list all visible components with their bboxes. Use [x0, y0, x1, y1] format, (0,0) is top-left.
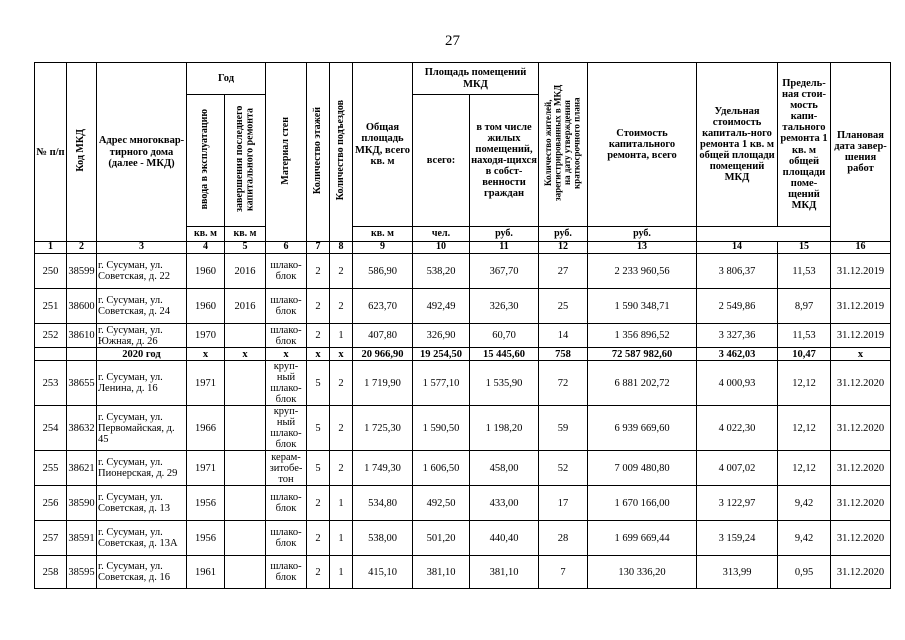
- commission-year-cell: 1961: [187, 556, 225, 589]
- planned-date-cell: 31.12.2019: [831, 289, 891, 324]
- total-area-cell: 538,00: [353, 521, 413, 556]
- table-row: [35, 486, 891, 521]
- area-all-cell: 1 590,50: [413, 406, 470, 451]
- unit-cost-cell: 3 806,37: [697, 254, 778, 289]
- last-repair-year-cell: [225, 324, 266, 348]
- commission-year-cell: 1971: [187, 451, 225, 486]
- empty-cell: [35, 348, 67, 361]
- column-number-cell: 6: [266, 242, 307, 254]
- repair-cost-cell: 1 356 896,52: [588, 324, 697, 348]
- last-repair-year-cell: [225, 486, 266, 521]
- area-all-cell: 501,20: [413, 521, 470, 556]
- address-cell: 2020 год: [97, 348, 187, 361]
- entrances-count-cell: 2: [330, 451, 353, 486]
- header-area-group: Площадь помещений МКД: [413, 63, 539, 95]
- residents-count-cell: 59: [539, 406, 588, 451]
- table-row: [35, 521, 891, 556]
- limit-cost-cell: 11,53: [778, 254, 831, 289]
- area-living-cell: 1 198,20: [470, 406, 539, 451]
- row-number-cell: 255: [35, 451, 67, 486]
- floors-count-cell: х: [307, 348, 330, 361]
- wall-material-cell: шлако-блок: [266, 254, 307, 289]
- header-residents: Количество жителей, зарегистрированных в МКД на дату утверждения краткосрочного плана: [539, 63, 588, 227]
- residents-count-cell: 72: [539, 361, 588, 406]
- column-number-cell: 14: [697, 242, 778, 254]
- limit-cost-cell: 12,12: [778, 361, 831, 406]
- limit-cost-cell: 9,42: [778, 486, 831, 521]
- floors-count-cell: 5: [307, 361, 330, 406]
- total-area-cell: 1 725,30: [353, 406, 413, 451]
- column-number-cell: 4: [187, 242, 225, 254]
- repair-plan-table: [34, 62, 891, 589]
- area-all-cell: 381,10: [413, 556, 470, 589]
- repair-cost-cell: 72 587 982,60: [588, 348, 697, 361]
- area-living-cell: 60,70: [470, 324, 539, 348]
- header-total-area: Общая площадь МКД, всего кв. м: [353, 63, 413, 227]
- commission-year-cell: 1971: [187, 361, 225, 406]
- column-number-cell: 9: [353, 242, 413, 254]
- wall-material-cell: х: [266, 348, 307, 361]
- header-commission-year: ввода в эксплуатацию: [187, 95, 225, 227]
- total-area-cell: 1 719,90: [353, 361, 413, 406]
- wall-material-cell: керам-зитобе-тон: [266, 451, 307, 486]
- wall-material-cell: шлако-блок: [266, 289, 307, 324]
- address-cell: г. Сусуман, ул. Пионерская, д. 29: [97, 451, 187, 486]
- commission-year-cell: 1960: [187, 254, 225, 289]
- column-number-cell: 10: [413, 242, 470, 254]
- last-repair-year-cell: 2016: [225, 289, 266, 324]
- commission-year-cell: 1956: [187, 521, 225, 556]
- area-living-cell: 367,70: [470, 254, 539, 289]
- repair-cost-cell: 130 336,20: [588, 556, 697, 589]
- floors-count-cell: 2: [307, 521, 330, 556]
- table-row: [35, 556, 891, 589]
- column-number-cell: 12: [539, 242, 588, 254]
- address-cell: г. Сусуман, ул. Советская, д. 22: [97, 254, 187, 289]
- limit-cost-cell: 10,47: [778, 348, 831, 361]
- commission-year-cell: 1966: [187, 406, 225, 451]
- repair-cost-cell: 1 590 348,71: [588, 289, 697, 324]
- wall-material-cell: шлако-блок: [266, 324, 307, 348]
- last-repair-year-cell: [225, 451, 266, 486]
- last-repair-year-cell: [225, 361, 266, 406]
- area-living-cell: 1 535,90: [470, 361, 539, 406]
- column-number-cell: 8: [330, 242, 353, 254]
- wall-material-cell: круп-ный шлако-блок: [266, 406, 307, 451]
- area-all-cell: 492,50: [413, 486, 470, 521]
- wall-material-cell: шлако-блок: [266, 521, 307, 556]
- row-number-cell: 258: [35, 556, 67, 589]
- repair-cost-cell: 2 233 960,56: [588, 254, 697, 289]
- repair-cost-cell: 1 670 166,00: [588, 486, 697, 521]
- column-number-cell: 7: [307, 242, 330, 254]
- unit-cost-cell: 3 122,97: [697, 486, 778, 521]
- area-living-cell: 433,00: [470, 486, 539, 521]
- unit-cost-cell: 4 000,93: [697, 361, 778, 406]
- limit-cost-cell: 11,53: [778, 324, 831, 348]
- area-all-cell: 538,20: [413, 254, 470, 289]
- unit-cell: руб.: [588, 227, 697, 242]
- table-row: [35, 324, 891, 348]
- column-number-cell: 3: [97, 242, 187, 254]
- commission-year-cell: х: [187, 348, 225, 361]
- residents-count-cell: 14: [539, 324, 588, 348]
- planned-date-cell: 31.12.2020: [831, 451, 891, 486]
- planned-date-cell: 31.12.2020: [831, 361, 891, 406]
- address-cell: г. Сусуман, ул. Советская, д. 24: [97, 289, 187, 324]
- unit-cost-cell: 3 462,03: [697, 348, 778, 361]
- table-row: [35, 289, 891, 324]
- repair-cost-cell: 7 009 480,80: [588, 451, 697, 486]
- total-area-cell: 534,80: [353, 486, 413, 521]
- unit-cost-cell: 3 159,24: [697, 521, 778, 556]
- header-area-all: всего:: [413, 95, 470, 227]
- address-cell: г. Сусуман, ул. Южная, д. 26: [97, 324, 187, 348]
- header-repair-cost: Стоимость капитального ремонта, всего: [588, 63, 697, 227]
- planned-date-cell: х: [831, 348, 891, 361]
- unit-cost-cell: 3 327,36: [697, 324, 778, 348]
- mkd-code-cell: 38632: [67, 406, 97, 451]
- floors-count-cell: 2: [307, 324, 330, 348]
- mkd-code-cell: 38599: [67, 254, 97, 289]
- residents-count-cell: 7: [539, 556, 588, 589]
- entrances-count-cell: 2: [330, 254, 353, 289]
- header-year-group: Год: [187, 63, 266, 95]
- repair-cost-cell: 1 699 669,44: [588, 521, 697, 556]
- table-row: [35, 451, 891, 486]
- total-area-cell: 1 749,30: [353, 451, 413, 486]
- column-numbers-row: [35, 242, 891, 254]
- last-repair-year-cell: [225, 556, 266, 589]
- entrances-count-cell: х: [330, 348, 353, 361]
- unit-cell: кв. м: [225, 227, 266, 242]
- entrances-count-cell: 1: [330, 486, 353, 521]
- total-area-cell: 415,10: [353, 556, 413, 589]
- header-unit-cost: Удельная стоимость капиталь-ного ремонта 1 кв. м общей площади помещений МКД: [697, 63, 778, 227]
- wall-material-cell: круп-ный шлако-блок: [266, 361, 307, 406]
- column-number-cell: 5: [225, 242, 266, 254]
- floors-count-cell: 2: [307, 486, 330, 521]
- mkd-code-cell: 38655: [67, 361, 97, 406]
- column-number-cell: 2: [67, 242, 97, 254]
- area-living-cell: 15 445,60: [470, 348, 539, 361]
- header-last-repair-year: завершения последнего капитального ремонта: [225, 95, 266, 227]
- entrances-count-cell: 1: [330, 324, 353, 348]
- mkd-code-cell: 38621: [67, 451, 97, 486]
- address-cell: г. Сусуман, ул. Советская, д. 13А: [97, 521, 187, 556]
- header-entrances: Количество подъездов: [330, 63, 353, 242]
- area-living-cell: 326,30: [470, 289, 539, 324]
- header-area-living: в том числе жилых помещений, находя-щихся в собст-венности граждан: [470, 95, 539, 227]
- floors-count-cell: 2: [307, 289, 330, 324]
- page-number: 27: [445, 33, 460, 49]
- wall-material-cell: шлако-блок: [266, 486, 307, 521]
- row-number-cell: 256: [35, 486, 67, 521]
- entrances-count-cell: 2: [330, 361, 353, 406]
- header-code: Код МКД: [67, 63, 97, 242]
- unit-cost-cell: 313,99: [697, 556, 778, 589]
- header-wall-material: Материал стен: [266, 63, 307, 242]
- unit-cell: чел.: [413, 227, 470, 242]
- row-number-cell: 253: [35, 361, 67, 406]
- last-repair-year-cell: 2016: [225, 254, 266, 289]
- total-area-cell: 586,90: [353, 254, 413, 289]
- row-number-cell: 254: [35, 406, 67, 451]
- unit-cell: руб.: [470, 227, 539, 242]
- row-number-cell: 252: [35, 324, 67, 348]
- unit-cell: руб.: [539, 227, 588, 242]
- unit-cost-cell: 2 549,86: [697, 289, 778, 324]
- mkd-code-cell: 38600: [67, 289, 97, 324]
- table-row: [35, 361, 891, 406]
- header-floors: Количество этажей: [307, 63, 330, 242]
- unit-cost-cell: 4 007,02: [697, 451, 778, 486]
- unit-cost-cell: 4 022,30: [697, 406, 778, 451]
- commission-year-cell: 1956: [187, 486, 225, 521]
- planned-date-cell: 31.12.2020: [831, 556, 891, 589]
- total-area-cell: 623,70: [353, 289, 413, 324]
- floors-count-cell: 5: [307, 406, 330, 451]
- mkd-code-cell: 38591: [67, 521, 97, 556]
- table-row: [35, 406, 891, 451]
- header-limit-cost: Предель-ная стои-мость капи-тального ремонта 1 кв. м общей площади поме-щений МКД: [778, 63, 831, 227]
- address-cell: г. Сусуман, ул. Первомайская, д. 45: [97, 406, 187, 451]
- subtotal-row: [35, 348, 891, 361]
- mkd-code-cell: 38590: [67, 486, 97, 521]
- unit-cell: кв. м: [187, 227, 225, 242]
- table-row: [35, 254, 891, 289]
- planned-date-cell: 31.12.2020: [831, 406, 891, 451]
- column-number-cell: 1: [35, 242, 67, 254]
- limit-cost-cell: 12,12: [778, 406, 831, 451]
- column-number-cell: 16: [831, 242, 891, 254]
- residents-count-cell: 52: [539, 451, 588, 486]
- area-all-cell: 326,90: [413, 324, 470, 348]
- floors-count-cell: 2: [307, 556, 330, 589]
- floors-count-cell: 2: [307, 254, 330, 289]
- row-number-cell: 257: [35, 521, 67, 556]
- planned-date-cell: 31.12.2019: [831, 324, 891, 348]
- header-planned-date: Плановая дата завер-шения работ: [831, 63, 891, 242]
- entrances-count-cell: 1: [330, 556, 353, 589]
- row-number-cell: 250: [35, 254, 67, 289]
- header-address: Адрес многоквар-тирного дома (далее - МКД): [97, 63, 187, 242]
- repair-cost-cell: 6 881 202,72: [588, 361, 697, 406]
- residents-count-cell: 27: [539, 254, 588, 289]
- limit-cost-cell: 8,97: [778, 289, 831, 324]
- total-area-cell: 20 966,90: [353, 348, 413, 361]
- area-living-cell: 440,40: [470, 521, 539, 556]
- entrances-count-cell: 1: [330, 521, 353, 556]
- repair-cost-cell: 6 939 669,60: [588, 406, 697, 451]
- limit-cost-cell: 0,95: [778, 556, 831, 589]
- commission-year-cell: 1970: [187, 324, 225, 348]
- planned-date-cell: 31.12.2020: [831, 486, 891, 521]
- area-all-cell: 1 577,10: [413, 361, 470, 406]
- address-cell: г. Сусуман, ул. Советская, д. 13: [97, 486, 187, 521]
- row-number-cell: 251: [35, 289, 67, 324]
- residents-count-cell: 25: [539, 289, 588, 324]
- wall-material-cell: шлако-блок: [266, 556, 307, 589]
- empty-cell: [67, 348, 97, 361]
- area-all-cell: 19 254,50: [413, 348, 470, 361]
- residents-count-cell: 17: [539, 486, 588, 521]
- address-cell: г. Сусуман, ул. Советская, д. 16: [97, 556, 187, 589]
- residents-count-cell: 758: [539, 348, 588, 361]
- last-repair-year-cell: [225, 406, 266, 451]
- unit-cell: кв. м: [353, 227, 413, 242]
- mkd-code-cell: 38610: [67, 324, 97, 348]
- area-living-cell: 458,00: [470, 451, 539, 486]
- commission-year-cell: 1960: [187, 289, 225, 324]
- area-all-cell: 492,49: [413, 289, 470, 324]
- entrances-count-cell: 2: [330, 289, 353, 324]
- total-area-cell: 407,80: [353, 324, 413, 348]
- planned-date-cell: 31.12.2020: [831, 521, 891, 556]
- limit-cost-cell: 12,12: [778, 451, 831, 486]
- residents-count-cell: 28: [539, 521, 588, 556]
- area-all-cell: 1 606,50: [413, 451, 470, 486]
- address-cell: г. Сусуман, ул. Ленина, д. 16: [97, 361, 187, 406]
- header-row-number: № п/п: [35, 63, 67, 242]
- column-number-cell: 13: [588, 242, 697, 254]
- last-repair-year-cell: [225, 521, 266, 556]
- limit-cost-cell: 9,42: [778, 521, 831, 556]
- area-living-cell: 381,10: [470, 556, 539, 589]
- floors-count-cell: 5: [307, 451, 330, 486]
- planned-date-cell: 31.12.2019: [831, 254, 891, 289]
- column-number-cell: 15: [778, 242, 831, 254]
- entrances-count-cell: 2: [330, 406, 353, 451]
- last-repair-year-cell: х: [225, 348, 266, 361]
- mkd-code-cell: 38595: [67, 556, 97, 589]
- column-number-cell: 11: [470, 242, 539, 254]
